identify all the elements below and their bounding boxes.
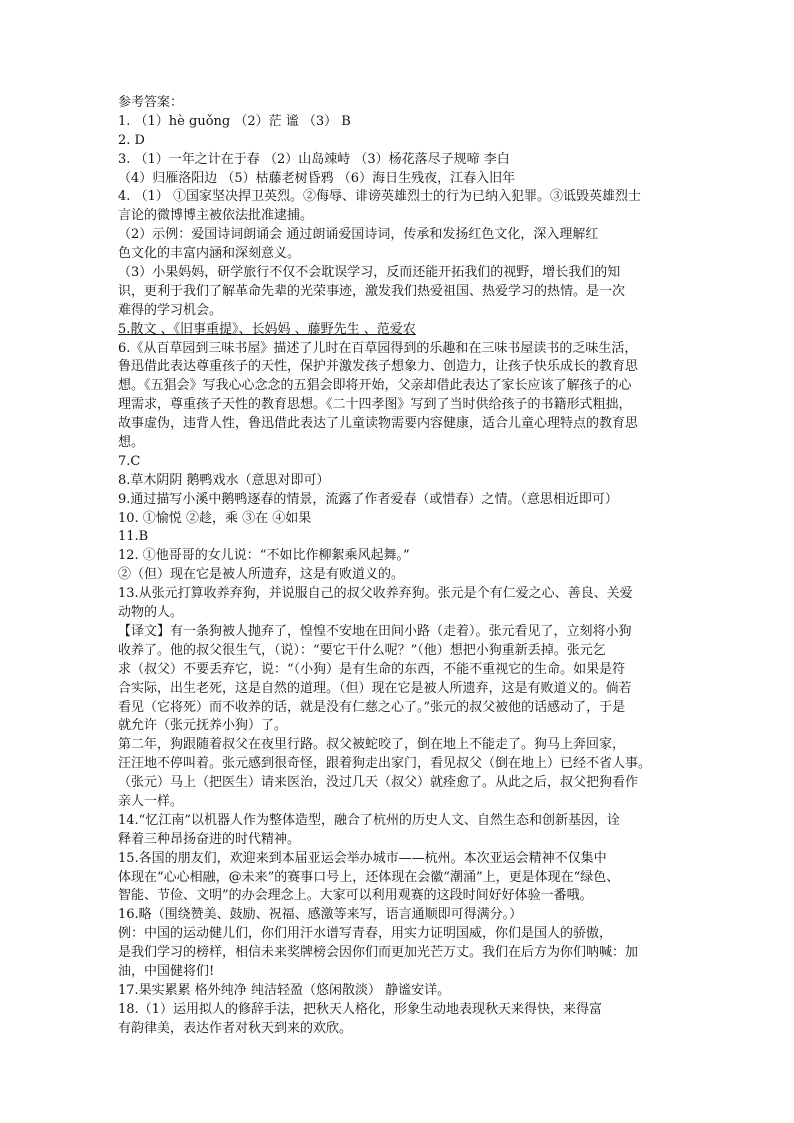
answer-line: 6.《从百草园到三味书屋》描述了儿时在百草园得到的乐趣和在三味书屋读书的乏味生活， [118,340,638,356]
answer-line: 汪汪地不停叫着。张元感到很奇怪，跟着狗走出家门，看见叔父（倒在地上）已经不省人事。 [118,756,652,772]
answer-line: 鲁迅借此表达尊重孩子的天性，保护并激发孩子想象力、创造力，让孩子快乐成长的教育思 [118,359,639,375]
answer-line: 是我们学习的榜样，相信未来奖牌榜会因你们而更加光芒万丈。我们在后方为你们呐喊：加 [118,945,639,961]
answer-line: 看见（它将死）而不收养的话，就是没有仁慈之心了。”张元的叔父被他的话感动了，于是 [118,699,626,715]
answer-lines [118,113,678,1039]
answer-line: 亲人一样。 [118,793,184,809]
answer-line: （4）归雁洛阳边 （5）枯藤老树昏鸦 （6）海日生残夜，江春入旧年 [118,170,516,186]
answer-line: 16.略（围绕赞美、鼓励、祝福、感激等来写，语言通顺即可得满分。） [118,907,523,923]
answer-line: 识，更利于我们了解革命先辈的光荣事迹，激发我们热爱祖国、热爱学习的热情。是一次 [118,283,626,299]
answer-line: 想。《五猖会》写我心心念念的五猖会即将开始，父亲却借此表达了家长应该了解孩子的心 [118,378,632,394]
answer-document [118,94,678,1039]
answer-line: 15.各国的朋友们，欢迎来到本届亚运会举办城市——杭州。本次亚运会精神不仅集中 [118,850,607,866]
answer-line: 7.C [118,453,141,469]
answer-line: 第二年，狗跟随着叔父在夜里行路。叔父被蛇咬了，倒在地上不能走了。狗马上奔回家， [118,737,626,753]
answer-line: 收养了。他的叔父很生气，（说）：“要它干什么呢？”（他）想把小狗重新丢掉。张元乞 [118,642,606,658]
answer-line: 智能、节俭、文明”的办会理念上。大家可以利用观赛的这段时间好好体验一番哦。 [118,888,593,904]
answer-line: 体现在“心心相融，@未来”的赛事口号上，还体现在会徽“潮涌”上，更是体现在“绿色、 [118,869,620,885]
answer-line: 有韵律美，表达作者对秋天到来的欢欣。 [118,1020,353,1036]
answer-line: 5.散文 、《旧事重提》、长妈妈 、藤野先生 、范爱农 [118,321,416,337]
answer-line: 色文化的丰富内涵和深刻意义。 [118,246,301,262]
answer-line: （张元）马上（把医生）请来医治，没过几天（叔父）就痊愈了。从此之后，叔父把狗看作 [118,775,639,791]
answer-line: 4. （1） ①国家坚决捍卫英烈。②侮辱、诽谤英雄烈士的行为已纳入犯罪。③诋毁英雄烈士 [118,189,641,205]
answer-line: 求（叔父）不要丢弃它，说：“（小狗）是有生命的东西，不能不重视它的生命。如果是符 [118,661,626,677]
answer-line: 1. （1）hè guǒng （2）茫 谧 （3） B [118,113,351,129]
answer-line: 难得的学习机会。 [118,302,223,318]
answer-line: 【译文】有一条狗被人抛弃了，惶惶不安地在田间小路（走着）。张元看见了，立刻将小狗 [118,623,632,639]
answer-line: 14.“忆江南”以机器人作为整体造型，融合了杭州的历史人文、自然生态和创新基因，诠 [118,812,620,828]
answer-line: 理需求，尊重孩子天性的教育思想。《二十四孝图》写到了当时供给孩子的书籍形式粗拙， [118,397,632,413]
answer-line: 动物的人。 [118,605,184,621]
document-title: 参考答案： [118,95,184,110]
answer-line: 11.B [118,529,149,545]
answer-line: 18.（1）运用拟人的修辞手法，把秋天人格化，形象生动地表现秋天来得快，来得富 [118,1001,602,1017]
answer-line: （2）示例：爱国诗词朗诵会 通过朗诵爱国诗词，传承和发扬红色文化，深入理解红 [118,227,599,243]
answer-line: 9.通过描写小溪中鹅鸭逐春的情景，流露了作者爱春（或惜春）之情。（意思相近即可） [118,491,618,507]
answer-line: 言论的微博博主被依法批准逮捕。 [118,208,314,224]
answer-line: （3）小果妈妈，研学旅行不仅不会耽误学习，反而还能开拓我们的视野，增长我们的知 [118,265,621,281]
answer-line: 17.果实累累 格外纯净 纯洁轻盈（悠闲散淡） 静谧安详。 [118,982,451,998]
answer-line: 故事虚伪，违背人性，鲁迅借此表达了儿童读物需要内容健康，适合儿童心理特点的教育思 [118,416,639,432]
answer-line: 13.从张元打算收养弃狗，并说服自己的叔父收养弃狗。张元是个有仁爱之心、善良、关爱 [118,586,633,602]
answer-line: 就允许（张元抚养小狗）了。 [118,718,288,734]
answer-line: 12. ①他哥哥的女儿说：“不如比作柳絮乘风起舞。” [118,548,410,564]
answer-line: 8.草木阴阴 鹅鸭戏水（意思对即可） [118,472,330,488]
answer-line: 想。 [118,435,145,451]
answer-line: 油，中国健将们! [118,963,215,979]
answer-line: 2. D [118,132,145,148]
answer-line: 例：中国的运动健儿们，你们用汗水谱写青春，用实力证明国威，你们是国人的骄傲， [118,926,613,942]
answer-line: 10. ①愉悦 ②趁，乘 ③在 ④如果 [118,510,312,526]
answer-line: 释着三种昂扬奋进的时代精神。 [118,831,301,847]
answer-line: 合实际，出生老死，这是自然的道理。（但）现在它是被人所遗弃，这是有败道义的。倘若 [118,680,632,696]
answer-line: ②（但）现在它是被人所遗弃，这是有败道义的。 [118,567,405,583]
answer-line: 3. （1）一年之计在于春 （2）山岛竦峙 （3）杨花落尽子规啼 李白 [118,151,510,167]
